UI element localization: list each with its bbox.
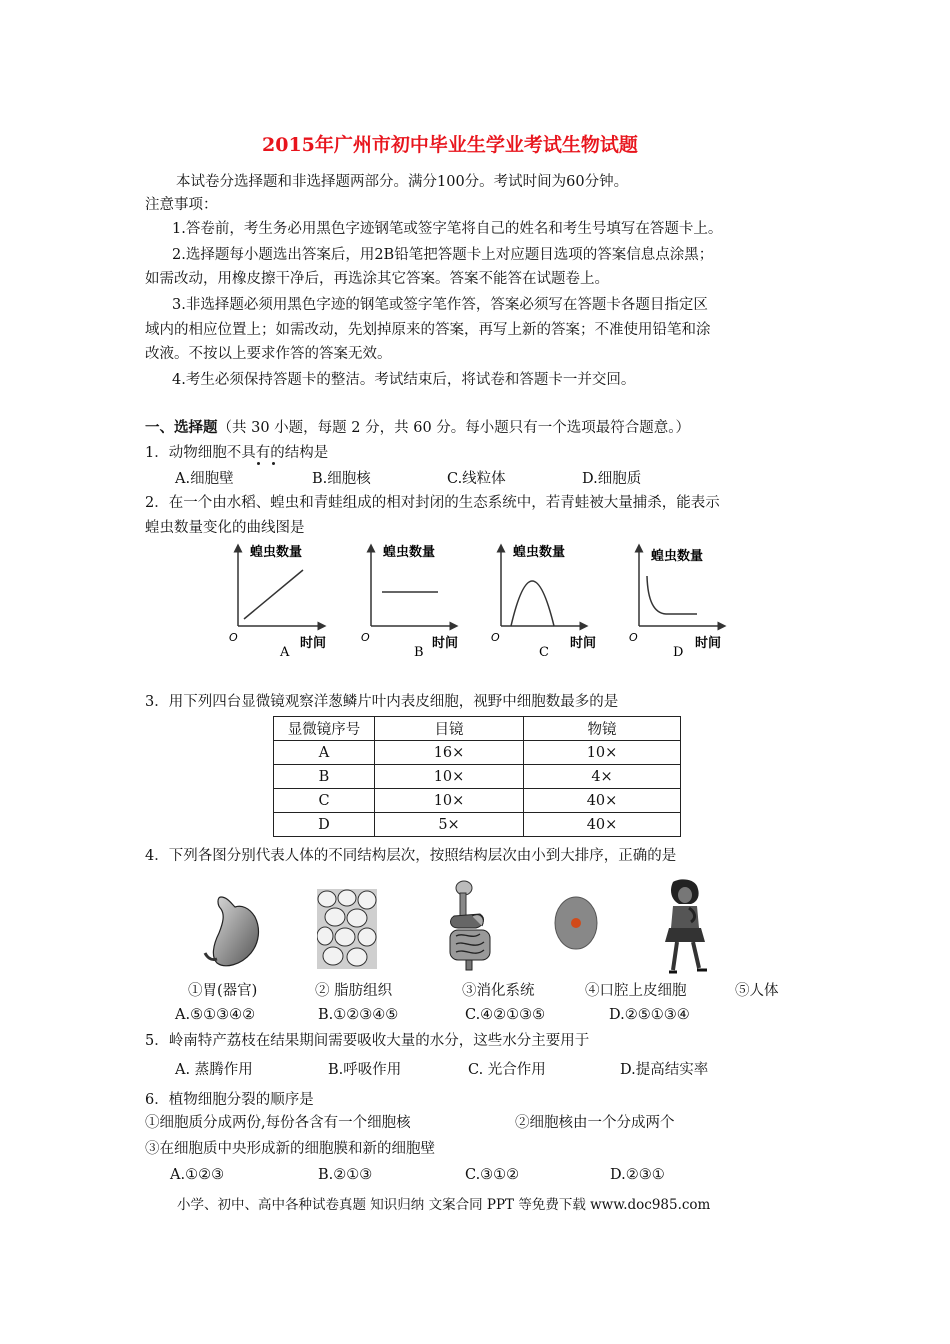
table-header: 显微镜序号 [274, 717, 375, 741]
q4-option-c: C.④②①③⑤ [465, 1007, 546, 1023]
table-cell: D [274, 813, 375, 837]
graph-a-origin: O [229, 631, 238, 644]
graph-d-option: D [673, 645, 684, 660]
question-5-stem: 5．岭南特产荔枝在结果期间需要吸收大量的水分，这些水分主要用于 [145, 1033, 590, 1049]
emphasis-dot [272, 462, 275, 465]
table-header: 物镜 [524, 717, 681, 741]
question-4-stem: 4．下列各图分别代表人体的不同结构层次，按照结构层次由小到大排序，正确的是 [145, 848, 677, 864]
graph-d [629, 548, 722, 651]
fat-tissue-image [317, 889, 377, 969]
q6-statement-2: ②细胞核由一个分成两个 [515, 1115, 675, 1131]
graph-a-ylabel: 蝗虫数量 [250, 545, 303, 560]
stomach-image [203, 893, 263, 969]
notice-item: 如需改动，用橡皮擦干净后，再选涂其它答案。答案不能答在试题卷上。 [145, 271, 609, 287]
q1-option-c: C.线粒体 [447, 471, 506, 487]
table-cell: A [274, 741, 375, 765]
q6-option-d: D.②③① [610, 1167, 665, 1183]
q1-option-d: D.细胞质 [582, 471, 642, 487]
intro-text: 本试卷分选择题和非选择题两部分。满分100分。考试时间为60分钟。 [176, 174, 629, 190]
graph-b [361, 544, 458, 651]
notice-item: 2.选择题每小题选出答案后，用2B铅笔把答题卡上对应题目选项的答案信息点涂黑； [172, 247, 714, 263]
question-3-stem: 3．用下列四台显微镜观察洋葱鳞片叶内表皮细胞，视野中细胞数最多的是 [145, 694, 619, 710]
notice-item: 1.答卷前，考生务必用黑色字迹钢笔或签字笔将自己的姓名和考生号填写在答题卡上。 [172, 221, 723, 237]
human-body-image [655, 878, 715, 976]
microscope-table [273, 716, 681, 837]
question-1-stem: 1．动物细胞不具有的结构是 [145, 445, 329, 461]
graph-c-origin: O [491, 631, 500, 644]
table-row [274, 765, 681, 789]
graph-b-option: B [414, 645, 424, 660]
graph-c-xlabel: 时间 [570, 636, 597, 651]
graph-c-option: C [539, 645, 549, 660]
graph-a-xlabel: 时间 [300, 636, 327, 651]
graph-a [229, 544, 326, 651]
question-2-stem: 2．在一个由水稻、蝗虫和青蛙组成的相对封闭的生态系统中，若青蛙被大量捕杀，能表示 [145, 495, 720, 511]
notice-item: 域内的相应位置上；如需改动，先划掉原来的答案，再写上新的答案；不准使用铅笔和涂 [145, 322, 711, 338]
q6-statement-1: ①细胞质分成两份,每份各含有一个细胞核 [145, 1115, 411, 1131]
section-title: 一、选择题 [145, 419, 218, 436]
q5-option-d: D.提高结实率 [620, 1062, 709, 1078]
graph-b-xlabel: 时间 [432, 636, 459, 651]
q2-graphs [0, 540, 950, 670]
q4-label-digestive-system: ③消化系统 [462, 983, 535, 999]
q4-label-human-body: ⑤人体 [735, 983, 779, 999]
q4-option-a: A.⑤①③④② [175, 1007, 256, 1023]
graph-c-ylabel: 蝗虫数量 [513, 545, 566, 560]
page-title: 2015年广州市初中毕业生学业考试生物试题 [262, 134, 638, 156]
q4-option-b: B.①②③④⑤ [318, 1007, 399, 1023]
emphasis-dot [257, 462, 260, 465]
notice-item: 4.考生必须保持答题卡的整洁。考试结束后，将试卷和答题卡一并交回。 [172, 372, 636, 388]
table-cell: 10× [524, 741, 681, 765]
q5-option-c: C. 光合作用 [468, 1062, 546, 1078]
notice-heading: 注意事项： [145, 197, 218, 213]
q6-option-a: A.①②③ [170, 1167, 225, 1183]
table-header-row [274, 717, 681, 741]
digestive-system-image [446, 880, 496, 972]
graph-d-origin: O [629, 631, 638, 644]
table-cell: 4× [524, 765, 681, 789]
q1-option-a: A.细胞壁 [175, 471, 234, 487]
q6-option-c: C.③①② [465, 1167, 520, 1183]
question-6-stem: 6．植物细胞分裂的顺序是 [145, 1092, 314, 1108]
table-cell: C [274, 789, 375, 813]
table-header: 目镜 [375, 717, 524, 741]
table-cell: 10× [375, 765, 524, 789]
table-row [274, 789, 681, 813]
footer-text: 小学、初中、高中各种试卷真题 知识归纳 文案合同 PPT 等免费下载 www.doc985.com [177, 1197, 711, 1213]
notice-item: 3.非选择题必须用黑色字迹的钢笔或签字笔作答，答案必须写在答题卡各题目指定区 [172, 297, 708, 313]
table-row [274, 813, 681, 837]
graph-d-ylabel: 蝗虫数量 [651, 549, 704, 564]
question-2-stem-cont: 蝗虫数量变化的曲线图是 [145, 520, 305, 536]
notice-item: 改液。不按以上要求作答的答案无效。 [145, 346, 392, 362]
q5-option-b: B.呼吸作用 [328, 1062, 402, 1078]
section-heading [145, 418, 690, 438]
q1-option-b: B.细胞核 [312, 471, 371, 487]
table-cell: 16× [375, 741, 524, 765]
graph-d-xlabel: 时间 [695, 636, 722, 651]
graph-a-option: A [280, 645, 290, 660]
q5-option-a: A. 蒸腾作用 [175, 1062, 253, 1078]
q6-option-b: B.②①③ [318, 1167, 373, 1183]
q4-label-fat-tissue: ② 脂肪组织 [315, 983, 393, 999]
table-cell: 40× [524, 789, 681, 813]
table-cell: B [274, 765, 375, 789]
table-cell: 10× [375, 789, 524, 813]
q4-label-stomach: ①胃(器官) [188, 983, 258, 999]
oral-epithelial-cell-image [553, 895, 599, 951]
q4-label-epithelial-cell: ④口腔上皮细胞 [585, 983, 687, 999]
q4-option-d: D.②⑤①③④ [609, 1007, 690, 1023]
graph-b-ylabel: 蝗虫数量 [383, 545, 436, 560]
graph-c [491, 544, 596, 651]
section-desc: （共 30 小题，每题 2 分，共 60 分。每小题只有一个选项最符合题意。） [217, 420, 691, 436]
table-cell: 40× [524, 813, 681, 837]
table-cell: 5× [375, 813, 524, 837]
table-row [274, 741, 681, 765]
q6-statement-3: ③在细胞质中央形成新的细胞膜和新的细胞壁 [145, 1141, 435, 1157]
graph-b-origin: O [361, 631, 370, 644]
